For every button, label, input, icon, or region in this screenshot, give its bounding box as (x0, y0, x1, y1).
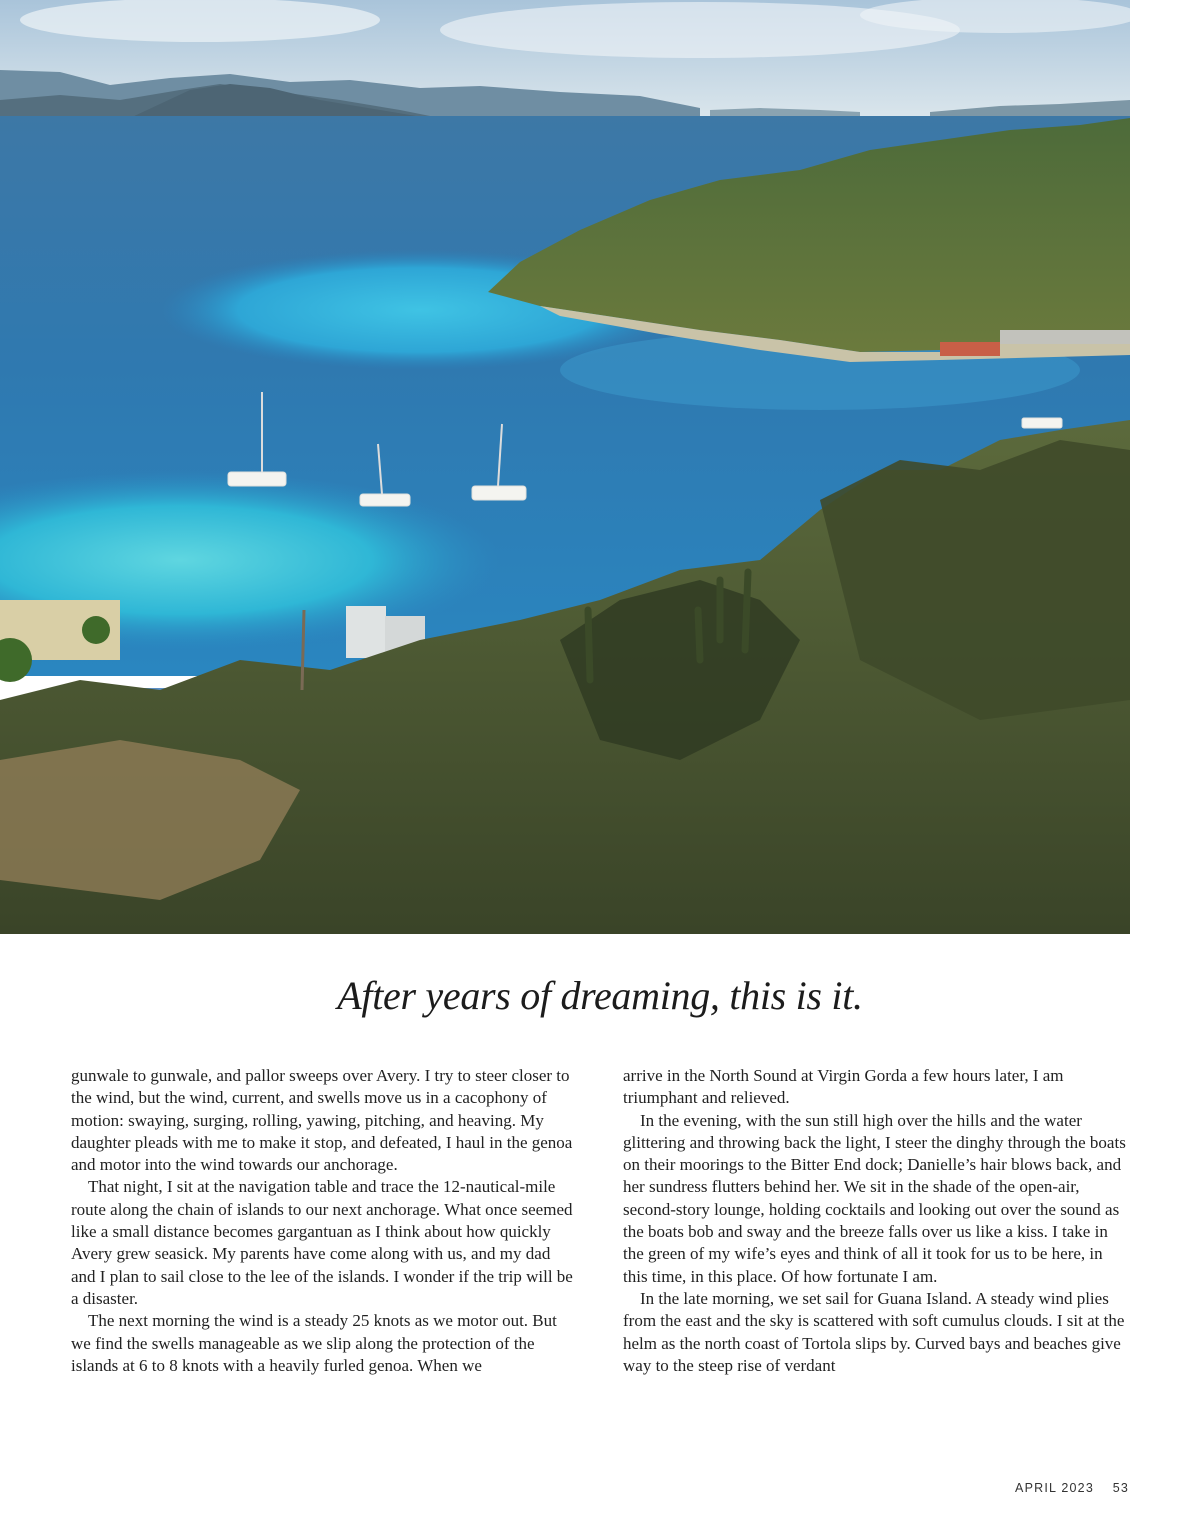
paragraph: The next morning the wind is a steady 25 knots as we motor out. But we find the swells manageable as we slip along the protection of the islands at 6 to 8 knots with a heavily furled genoa. When we (71, 1311, 557, 1375)
paragraph: That night, I sit at the navigation table and trace the 12-nautical-mile route along the chain of islands to our next anchorage. What once seemed like a small distance becomes gargantuan as I think about how quickly Avery grew seasick. My parents have come along with us, and my dad and I plan to sail close to the lee of the islands. I wonder if the trip will be a disaster. (71, 1177, 573, 1308)
paragraph: In the late morning, we set sail for Guana Island. A steady wind plies from the east and the sky is scattered with soft cumulus clouds. I sit at the helm as the north coast of Tortola slips by. Curved bays and beaches give way to the steep rise of verdant (623, 1288, 1125, 1375)
article-column-left (71, 1065, 579, 1377)
visible-footer (1015, 1481, 1129, 1495)
page-number: 53 (1112, 1481, 1129, 1495)
paragraph: In the evening, with the sun still high over the hills and the water glittering and throwing back the light, I steer the dinghy through the boats on their moorings to the Bitter End dock; Danielle’s hair blows back, and her sundress flutters behind her. We sit in the shade of the open-air, second-story lounge, holding cocktails and looking out over the sound as the boats bob and sway and the breeze falls over us like a kiss. I take in the green of my wife’s eyes and think of all it took for us to be here, in this time, in this place. Of how fortunate I am. (623, 1110, 1126, 1286)
paragraph: gunwale to gunwale, and pallor sweeps over Avery. I try to steer closer to the wind, but the wind, current, and swells move us in a cacophony of motion: swaying, surging, rolling, yawing, pitching, and heaving. My daughter pleads with me to make it stop, and defeated, I haul in the genoa and motor into the wind towards our anchorage. (71, 1066, 573, 1175)
pull-quote: After years of dreaming, this is it. (337, 973, 863, 1018)
paragraph: arrive in the North Sound at Virgin Gorda a few hours later, I am triumphant and relieved. (623, 1066, 1064, 1108)
issue-date: APRIL 2023 (1015, 1481, 1094, 1495)
article-column-right (623, 1065, 1131, 1377)
